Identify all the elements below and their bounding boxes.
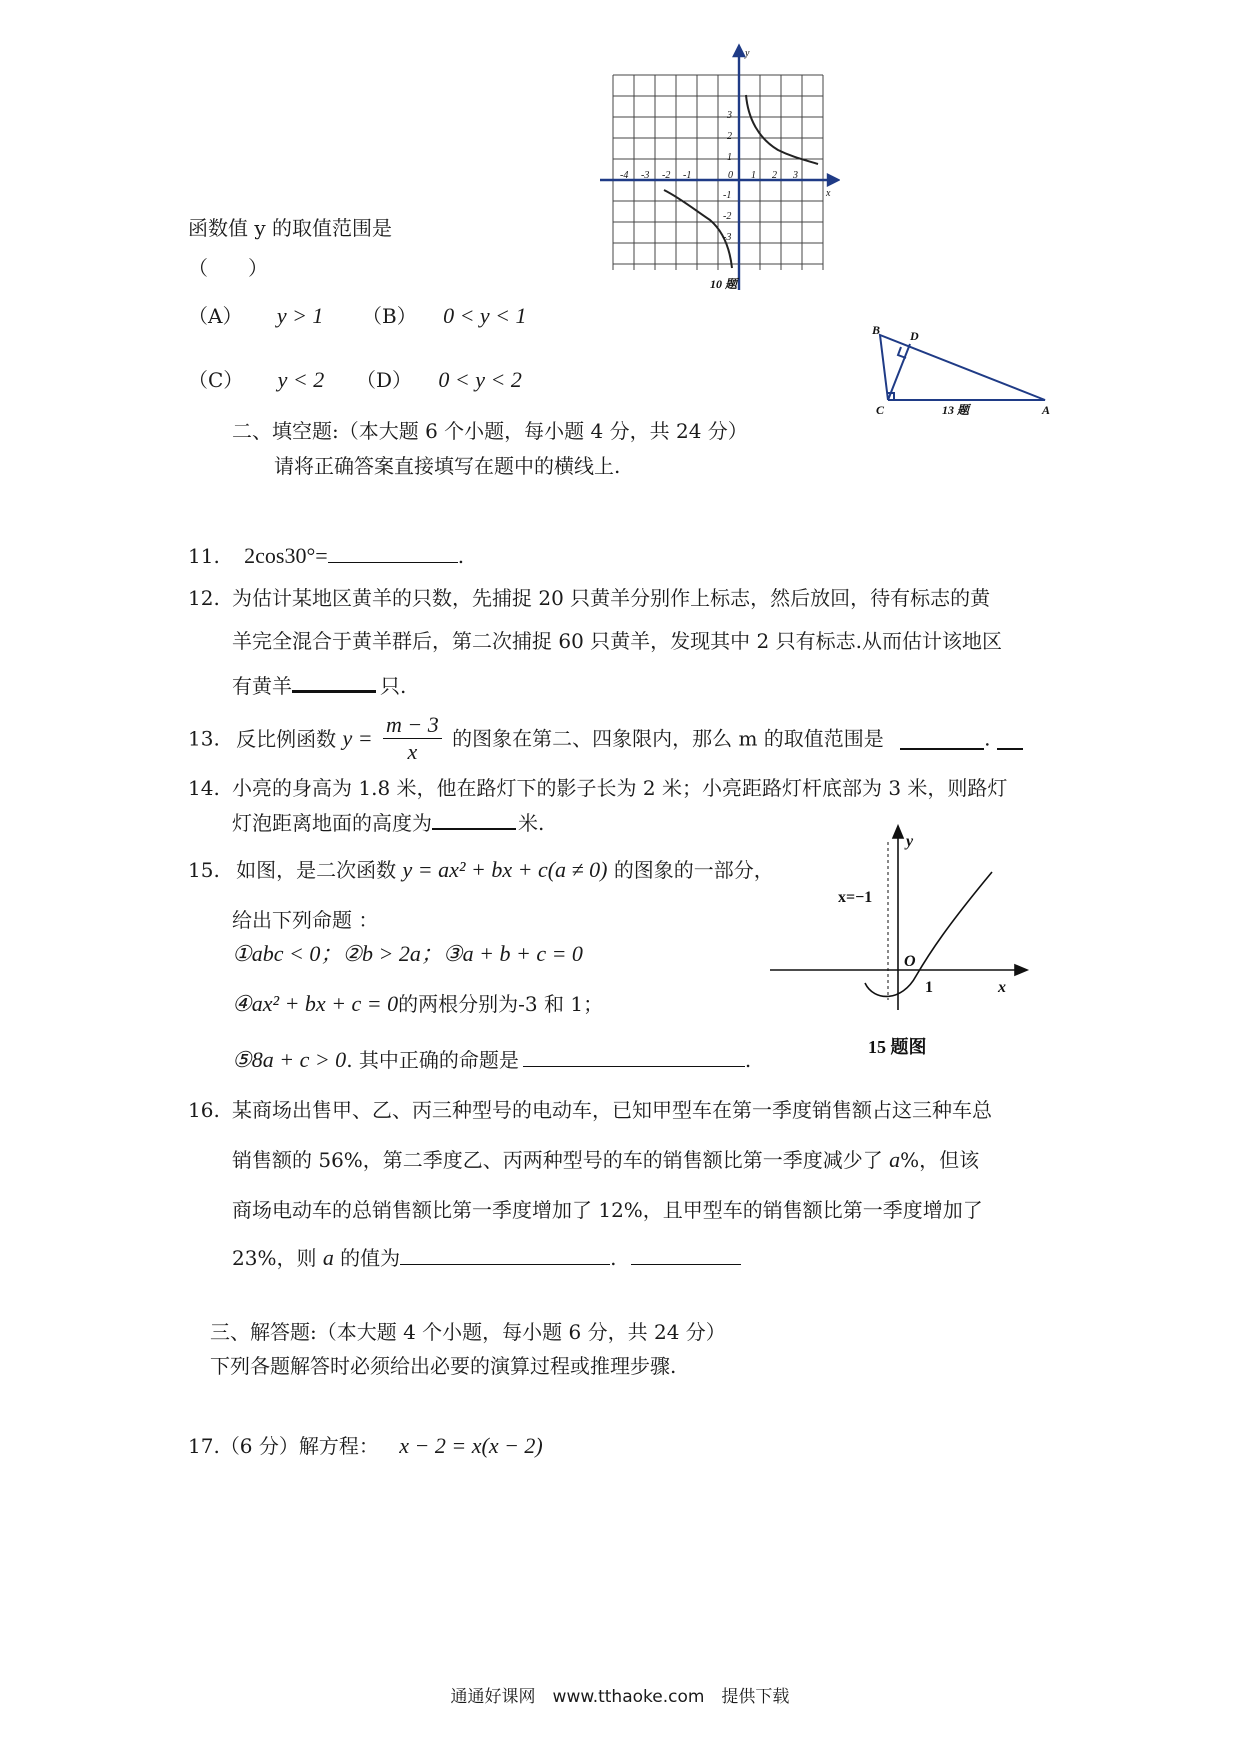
x-one-label: 1 xyxy=(925,979,933,996)
figure-caption: 10 题 xyxy=(710,277,738,291)
y-axis-label: y xyxy=(745,48,750,59)
y-tick-label: -1 xyxy=(723,190,732,201)
x-tick-label: 1 xyxy=(751,170,756,181)
q13-fraction xyxy=(383,712,442,765)
fraction-numerator: m − 3 xyxy=(383,712,442,739)
symmetry-line-label: x=−1 xyxy=(838,889,873,906)
q13-tail: . xyxy=(984,726,991,751)
q15-text: 的两根分别为-3 和 1； xyxy=(398,992,604,1016)
x-axis-label: x xyxy=(998,979,1006,996)
y-axis-label: y xyxy=(906,833,914,850)
q16-variable: a xyxy=(322,1245,334,1270)
vertex-label-d: D xyxy=(910,329,919,343)
q16-tail: . xyxy=(610,1246,617,1270)
option-math: y < 2 xyxy=(277,367,325,392)
question-11 xyxy=(188,542,464,570)
q12-text: 有黄羊 xyxy=(232,674,292,698)
q17-equation: x − 2 = x(x − 2) xyxy=(399,1433,543,1458)
q13-function-lhs: y = xyxy=(342,725,373,751)
vertex-label-b: B xyxy=(872,323,881,337)
answer-blank-extra xyxy=(997,728,1023,750)
q15-proposition-5 xyxy=(232,1046,751,1074)
x-tick-label: -4 xyxy=(620,170,629,181)
hyperbola-curve xyxy=(664,95,818,268)
x-tick-label: -2 xyxy=(662,170,671,181)
y-tick-label: 1 xyxy=(727,152,732,163)
q10-stem: 函数值 y 的取值范围是 xyxy=(188,216,393,240)
q14-text: 灯泡距离地面的高度为 xyxy=(232,811,432,835)
q15-text: 如图，是二次函数 xyxy=(236,858,397,882)
figure-15-parabola xyxy=(770,820,1030,1060)
q15-text: . 其中正确的命题是 xyxy=(346,1048,519,1072)
origin-label: 0 xyxy=(728,170,733,181)
q12-text: 只. xyxy=(380,674,407,698)
q12-number: 12. xyxy=(188,586,220,610)
q11-tail: . xyxy=(457,544,465,568)
q14-line-2 xyxy=(232,808,544,837)
q15-proposition-4 xyxy=(232,990,603,1018)
q16-line-4 xyxy=(232,1244,741,1272)
q15-equation: ④ax² + bx + c = 0 xyxy=(232,991,399,1016)
q16-line-1: 某商场出售甲、乙、丙三种型号的电动车，已知甲型车在第一季度销售额占这三种车总 xyxy=(232,1098,992,1122)
option-label: （C） xyxy=(188,368,244,392)
q13-text: 反比例函数 xyxy=(236,726,337,751)
q16-number: 16. xyxy=(188,1098,220,1122)
section-2-heading: 二、填空题:（本大题 6 个小题，每小题 4 分，共 24 分） xyxy=(232,419,748,443)
q11-expression: 2cos30°= xyxy=(244,543,328,568)
q10-option-d xyxy=(356,366,522,394)
question-number: 11. xyxy=(188,544,220,568)
answer-blank xyxy=(328,542,458,563)
option-math: y > 1 xyxy=(276,303,324,328)
answer-blank xyxy=(523,1046,745,1067)
q15-line-2: 给出下列命题 ： xyxy=(232,908,379,932)
option-label: （D） xyxy=(356,368,413,392)
answer-blank xyxy=(292,670,376,693)
q10-answer-paren: （ ） xyxy=(188,256,268,280)
x-tick-label: -3 xyxy=(641,170,650,181)
option-math: 0 < y < 2 xyxy=(438,367,522,392)
section-3-instruction: 下列各题解答时必须给出必要的演算过程或推理步骤. xyxy=(210,1354,677,1378)
section-2-instruction: 请将正确答案直接填写在题中的横线上. xyxy=(274,454,621,478)
answer-blank xyxy=(432,808,516,830)
q16-text: 23%，则 xyxy=(232,1246,317,1270)
x-tick-label: 2 xyxy=(772,170,777,181)
triangle xyxy=(880,335,1045,400)
q16-text: 的值为 xyxy=(340,1246,401,1270)
vertex-label-a: A xyxy=(1042,403,1051,415)
q15-tail: . xyxy=(744,1048,752,1072)
origin-label: O xyxy=(904,953,916,970)
q17-text: （6 分）解方程： xyxy=(219,1434,379,1458)
y-tick-label: -2 xyxy=(723,211,732,222)
answer-blank xyxy=(400,1244,610,1265)
q15-line-1 xyxy=(188,856,774,884)
y-tick-label: 2 xyxy=(727,131,732,142)
y-tick-label: 3 xyxy=(727,110,732,121)
section-3-heading: 三、解答题:（本大题 4 个小题，每小题 6 分，共 24 分） xyxy=(210,1320,726,1344)
question-17 xyxy=(188,1432,543,1460)
q16-line-3: 商场电动车的总销售额比第一季度增加了 12%，且甲型车的销售额比第一季度增加了 xyxy=(232,1198,983,1222)
q16-text: %，但该 xyxy=(900,1148,980,1172)
q15-function: y = ax² + bx + c(a ≠ 0) xyxy=(402,857,608,882)
x-axis-label: x xyxy=(826,188,831,199)
q15-propositions-1-3: ①abc < 0；②b > 2a；③a + b + c = 0 xyxy=(232,941,583,966)
figure-caption: 13 题 xyxy=(942,403,970,415)
option-math: 0 < y < 1 xyxy=(443,303,527,328)
q16-line-2 xyxy=(232,1146,979,1174)
q12-line-3 xyxy=(232,670,406,700)
figure-10-hyperbola-graph xyxy=(600,40,840,295)
x-tick-label: -1 xyxy=(683,170,692,181)
axes xyxy=(770,826,1027,1010)
fraction-denominator: x xyxy=(407,739,418,764)
answer-blank-extra xyxy=(631,1244,741,1265)
q12-line-1: 为估计某地区黄羊的只数，先捕捉 20 只黄羊分别作上标志，然后放回，待有标志的黄 xyxy=(232,586,991,610)
q16-variable: a xyxy=(889,1147,901,1172)
q15-text: 的图象的一部分， xyxy=(613,858,774,882)
figure-13-triangle xyxy=(870,320,1060,415)
option-label: （B） xyxy=(362,304,417,328)
q14-line-1: 小亮的身高为 1.8 米，他在路灯下的影子长为 2 米；小亮距路灯杆底部为 3 米，则路灯 xyxy=(232,776,1008,800)
parabola-curve xyxy=(865,872,992,996)
q14-text: 米. xyxy=(518,811,545,835)
vertex-label-c: C xyxy=(876,403,885,415)
question-number: 17. xyxy=(188,1434,220,1458)
question-number: 13. xyxy=(188,726,220,751)
q16-text: 销售额的 56%，第二季度乙、丙两种型号的车的销售额比第一季度减少了 xyxy=(232,1148,883,1172)
figure-caption: 15 题图 xyxy=(868,1037,927,1057)
q12-line-2: 羊完全混合于黄羊群后，第二次捕捉 60 只黄羊，发现其中 2 只有标志.从而估计该地区 xyxy=(232,629,1002,653)
q10-option-b xyxy=(362,302,527,330)
x-tick-label: 3 xyxy=(793,170,798,181)
question-number: 15. xyxy=(188,858,220,882)
q10-option-c xyxy=(188,366,324,394)
option-label: （A） xyxy=(188,304,243,328)
q15-inequality: ⑤8a + c > 0 xyxy=(232,1047,347,1072)
answer-blank xyxy=(900,728,984,750)
q10-option-a xyxy=(188,302,323,330)
y-tick-label: -3 xyxy=(723,232,732,243)
axis-tick-labels xyxy=(620,48,831,243)
question-13 xyxy=(188,712,1023,765)
q14-number: 14. xyxy=(188,776,220,800)
q13-text: 的图象在第二、四象限内，那么 m 的取值范围是 xyxy=(452,726,884,751)
page-footer: 通通好课网 www.tthaoke.com 提供下载 xyxy=(450,1687,790,1707)
